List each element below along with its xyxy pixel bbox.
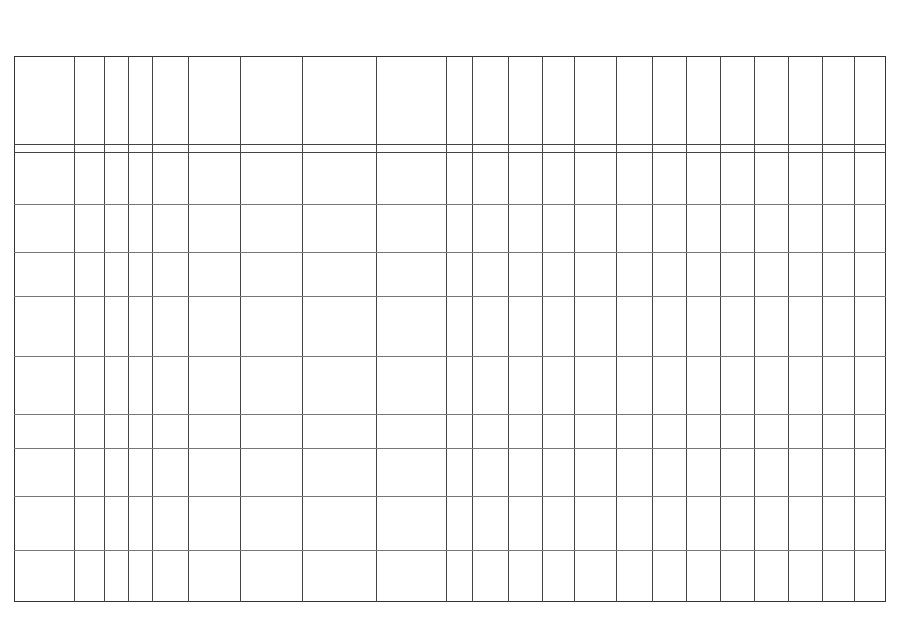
- col-rule: [240, 56, 241, 602]
- col-rule: [542, 56, 543, 602]
- row-rule: [14, 296, 886, 297]
- col-rule: [446, 56, 447, 602]
- row-rule: [14, 496, 886, 497]
- row-rule: [14, 204, 886, 205]
- col-rule: [686, 56, 687, 602]
- col-rule: [652, 56, 653, 602]
- header-rule-1: [14, 144, 886, 145]
- col-rule: [302, 56, 303, 602]
- col-rule: [188, 56, 189, 602]
- col-rule: [376, 56, 377, 602]
- row-rule: [14, 356, 886, 357]
- col-rule: [104, 56, 105, 602]
- col-rule: [74, 56, 75, 602]
- table-frame: [14, 56, 886, 602]
- col-rule: [508, 56, 509, 602]
- col-rule: [152, 56, 153, 602]
- col-rule: [754, 56, 755, 602]
- row-rule: [14, 252, 886, 253]
- col-rule: [128, 56, 129, 602]
- col-rule: [788, 56, 789, 602]
- col-rule: [854, 56, 855, 602]
- col-rule: [472, 56, 473, 602]
- row-rule: [14, 550, 886, 551]
- document-page: [14, 56, 886, 602]
- col-rule: [616, 56, 617, 602]
- col-rule: [822, 56, 823, 602]
- col-rule: [574, 56, 575, 602]
- col-rule: [720, 56, 721, 602]
- header-rule-2: [14, 152, 886, 153]
- row-rule: [14, 448, 886, 449]
- row-rule: [14, 414, 886, 415]
